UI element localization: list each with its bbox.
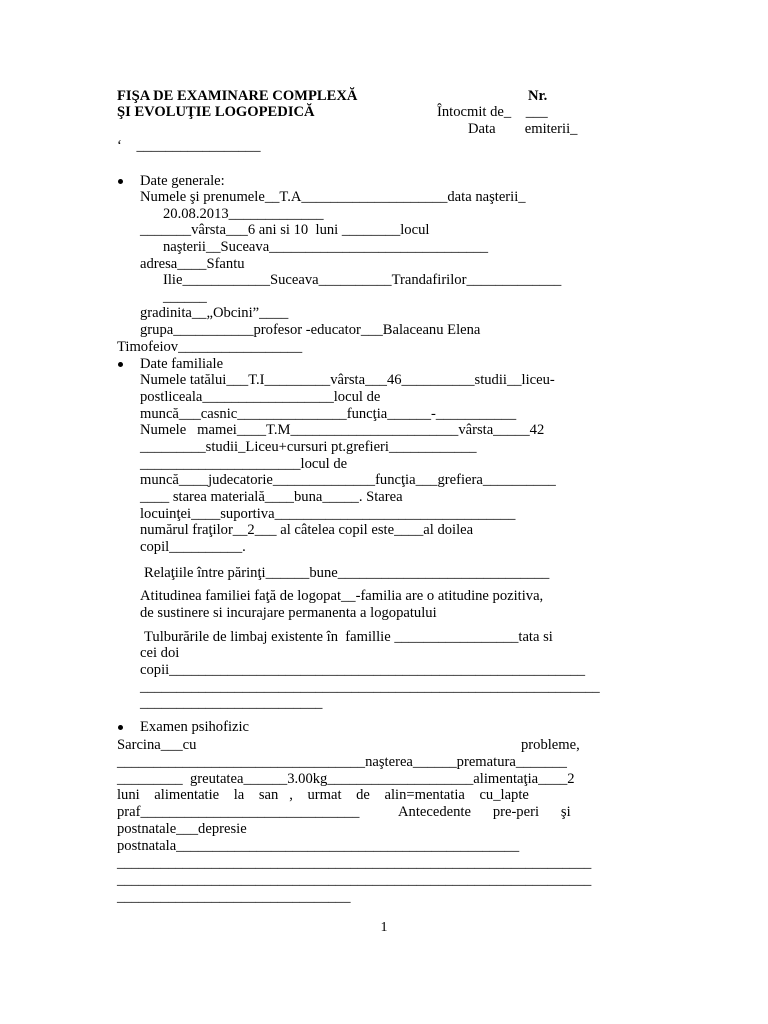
general-line: ______ <box>163 289 207 305</box>
issue-date-field: Data emiterii_ <box>468 121 578 137</box>
psycho-line: Sarcina___cu <box>117 737 197 753</box>
family-line: locuinţei____suportiva_________________________________ <box>140 506 516 522</box>
parents-relations-line: Relaţiile între părinţi______bune_____________________________ <box>144 565 550 581</box>
language-disorders-line: cei doi <box>140 645 180 661</box>
psycho-line-right: Antecedente pre-peri şi <box>398 804 571 820</box>
family-attitude-line: Atitudinea familiei faţă de logopat__-familia are o atitudine pozitiva, <box>140 588 544 604</box>
psycho-line: praf______________________________ <box>117 804 360 820</box>
language-disorders-line: _______________________________________________________________ <box>140 679 600 695</box>
general-line: _______vârsta___6 ani si 10 luni ________locul <box>140 222 430 238</box>
section-psychophysical-heading: Examen psihofizic <box>140 719 250 735</box>
psycho-line: _________________________________________________________________ <box>117 855 592 871</box>
family-line: Numele mamei____T.M_______________________vârsta_____42 <box>140 422 545 438</box>
issue-date-blank: ‘ _________________ <box>117 138 261 154</box>
general-line: grupa___________profesor -educator___Balaceanu Elena <box>140 322 481 338</box>
form-title-line1: FIŞA DE EXAMINARE COMPLEXĂ <box>117 88 358 104</box>
number-label: Nr. <box>528 88 548 104</box>
psycho-line-right: probleme, <box>521 737 580 753</box>
family-line: postliceala__________________locul de <box>140 389 381 405</box>
family-line: Numele tatălui___T.I_________vârsta___46__________studii__liceu- <box>140 372 555 388</box>
family-line: _________studii_Liceu+cursuri pt.grefieri____________ <box>140 439 477 455</box>
family-line: muncă___casnic_______________funcţia______-___________ <box>140 406 517 422</box>
general-line: 20.08.2013_____________ <box>163 206 324 222</box>
psycho-line: _________ greutatea______3.00kg____________________alimentaţia____2 <box>117 771 575 787</box>
family-line: copil__________. <box>140 539 246 555</box>
family-line: ____ starea materială____buna_____. Starea <box>140 489 403 505</box>
psycho-line: luni alimentatie la san , urmat de alin=mentatia cu_lapte <box>117 787 529 803</box>
psycho-line: postnatale___depresie <box>117 821 247 837</box>
psycho-line: __________________________________naşterea______prematura_______ <box>117 754 567 770</box>
section-family-heading: Date familiale <box>140 356 224 372</box>
language-disorders-line: Tulburările de limbaj existente în famillie _________________tata si <box>144 629 553 645</box>
general-line: Timofeiov_________________ <box>117 339 303 355</box>
form-title-line2: ŞI EVOLUŢIE LOGOPEDICĂ <box>117 104 315 120</box>
general-line: gradinita__„Obcini”____ <box>140 305 289 321</box>
psycho-line: postnatala_______________________________________________ <box>117 838 520 854</box>
language-disorders-line: copii_________________________________________________________ <box>140 662 586 678</box>
family-line: muncă____judecatorie______________funcţia___grefiera__________ <box>140 472 556 488</box>
family-attitude-line: de sustinere si incurajare permanenta a logopatului <box>140 605 437 621</box>
family-line: numărul fraţilor__2___ al câtelea copil este____al doilea <box>140 522 474 538</box>
family-line: ______________________locul de <box>140 456 348 472</box>
general-line: adresa____Sfantu <box>140 256 245 272</box>
general-line: Numele şi prenumele__T.A____________________data naşterii_ <box>140 189 526 205</box>
prepared-by-field: Întocmit de_ ___ <box>437 104 548 120</box>
general-line: naşterii__Suceava______________________________ <box>163 239 489 255</box>
section-general-heading: Date generale: <box>140 173 225 189</box>
language-disorders-line: _________________________ <box>140 695 323 711</box>
bullet-icon <box>118 725 123 730</box>
psycho-line: ________________________________ <box>117 889 351 905</box>
psycho-line: _________________________________________________________________ <box>117 872 592 888</box>
page-number: 1 <box>380 920 388 935</box>
bullet-icon <box>118 179 123 184</box>
bullet-icon <box>118 362 123 367</box>
general-line: Ilie____________Suceava__________Trandafirilor_____________ <box>163 272 562 288</box>
